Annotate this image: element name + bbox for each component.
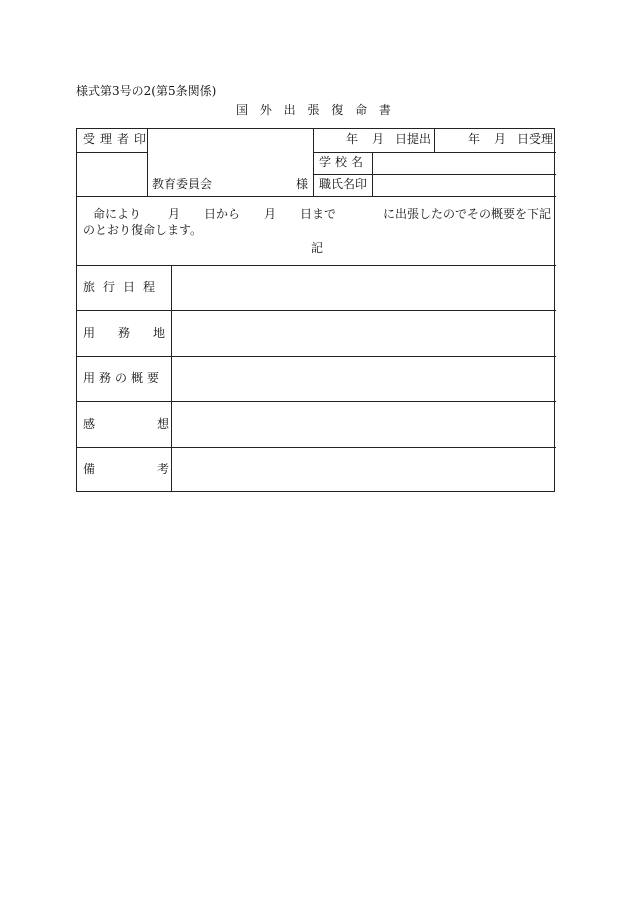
board-label: 教育委員会 [152,177,213,191]
school-name-label: 学校名 [319,155,368,169]
position-name-stamp-label: 職氏名印 [319,177,368,191]
report-word-3: 日から [204,207,241,221]
form-number: 様式第3号の2(第5条関係) [76,84,217,98]
divider [313,129,314,196]
submitted-day: 日提出 [395,132,432,146]
row-value-impressions[interactable] [172,402,554,446]
row-value-destination[interactable] [172,311,554,355]
row-value-itinerary[interactable] [172,266,554,309]
divider [77,196,556,197]
divider [434,129,435,152]
report-word-5: 日まで [300,207,337,221]
row-label-remarks: 備考 [83,462,232,476]
row-value-remarks[interactable] [172,448,554,491]
divider [77,152,147,153]
submitted-year: 年 [346,132,359,146]
position-name-field[interactable] [372,174,554,194]
report-word-6: に出張したのでその概要を下記 [383,207,552,221]
report-line-2: のとおり復命します。 [83,223,203,237]
row-label-itinerary: 旅行日程 [83,280,164,294]
ki-label: 記 [311,241,324,255]
honorific: 様 [296,177,309,191]
receipt-stamp-label: 受理者印 [83,132,152,146]
page-title: 国 外 出 張 復 命 書 [236,103,395,117]
row-label-summary: 用務の概要 [83,371,164,385]
received-day: 日受理 [517,132,554,146]
row-label-destination: 用務地 [83,326,189,340]
row-value-summary[interactable] [172,357,554,400]
report-word-4: 月 [264,207,277,221]
school-name-field[interactable] [372,152,554,172]
received-year: 年 [468,132,481,146]
report-word-1: 命により [93,207,142,221]
row-label-impressions: 感想 [83,417,232,431]
received-month: 月 [494,132,507,146]
report-word-2: 月 [168,207,181,221]
submitted-month: 月 [372,132,385,146]
